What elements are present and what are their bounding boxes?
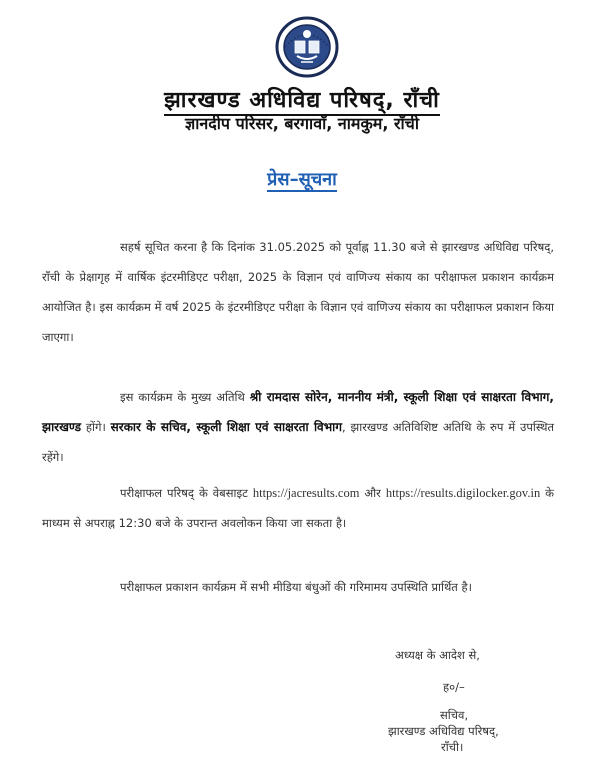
signatory-organization: झारखण्ड अधिविद्य परिषद्, [388, 724, 499, 738]
signatory-city: राँची। [441, 740, 464, 754]
paragraph-chief-guest: इस कार्यक्रम के मुख्य अतिथि श्री रामदास सोरेन, माननीय मंत्री, स्कूली शिक्षा एवं साक्षरता विभाग, झारखण्ड होंगे। सरकार के सचिव, स्कूली शिक्षा एवं साक्षरता विभाग, झारखण्ड अतिविशिष्ट अतिथि के रुप में उपस्थित रहेंगे। [42, 390, 554, 464]
paragraph-result-websites: परीक्षाफल परिषद् के वेबसाइट https://jacresults.com और https://results.digilocker.gov.in के माध्यम से अपराह्न 12:30 बजे के उपरान्त अवलोकन किया जा सकता है। [42, 486, 554, 530]
signatory-designation: सचिव, [440, 708, 469, 722]
paragraph-media-invite: परीक्षाफल प्रकाशन कार्यक्रम में सभी मीडिया बंधुओं की गरिमामय उपस्थिति प्रार्थित है। [120, 580, 472, 594]
paragraph-event-announcement: सहर्ष सूचित करना है कि दिनांक 31.05.2025 को पूर्वाह्न 11.30 बजे से झारखण्ड अधिविद्य परिषद्, राँची के प्रेक्षागृह में वार्षिक इंटरमीडिएट परीक्षा, 2025 के विज्ञान एवं वाणिज्य संकाय का परीक्षाफल प्रकाशन कार्यक्रम आयोजित है। इस कार्यक्रम में वर्ष 2025 के इंटरमीडिएट परीक्षा के विज्ञान एवं वाणिज्य संकाय का परीक्षाफल प्रकाशन किया जाएगा। [42, 240, 554, 344]
website-link-digilocker[interactable]: https://results.digilocker.gov.in [385, 486, 541, 500]
website-link-jacresults[interactable]: https://jacresults.com [252, 486, 360, 500]
notice-title: प्रेस–सूचना [267, 169, 337, 190]
signed-mark: ह०/– [443, 680, 465, 694]
chief-guest-name: श्री रामदास सोरेन, माननीय मंत्री, स्कूली शिक्षा एवं साक्षरता विभाग, झारखण्ड [42, 390, 554, 434]
organization-name: झारखण्ड अधिविद्य परिषद्, राँची [0, 84, 604, 114]
special-guest-name: सरकार के सचिव, स्कूली शिक्षा एवं साक्षरता विभाग [110, 420, 343, 434]
jac-seal-icon [275, 16, 339, 78]
organization-address: ज्ञानदीप परिसर, बरगावाँ, नामकुम, राँची [185, 114, 419, 133]
order-line: अध्यक्ष के आदेश से, [395, 648, 480, 662]
